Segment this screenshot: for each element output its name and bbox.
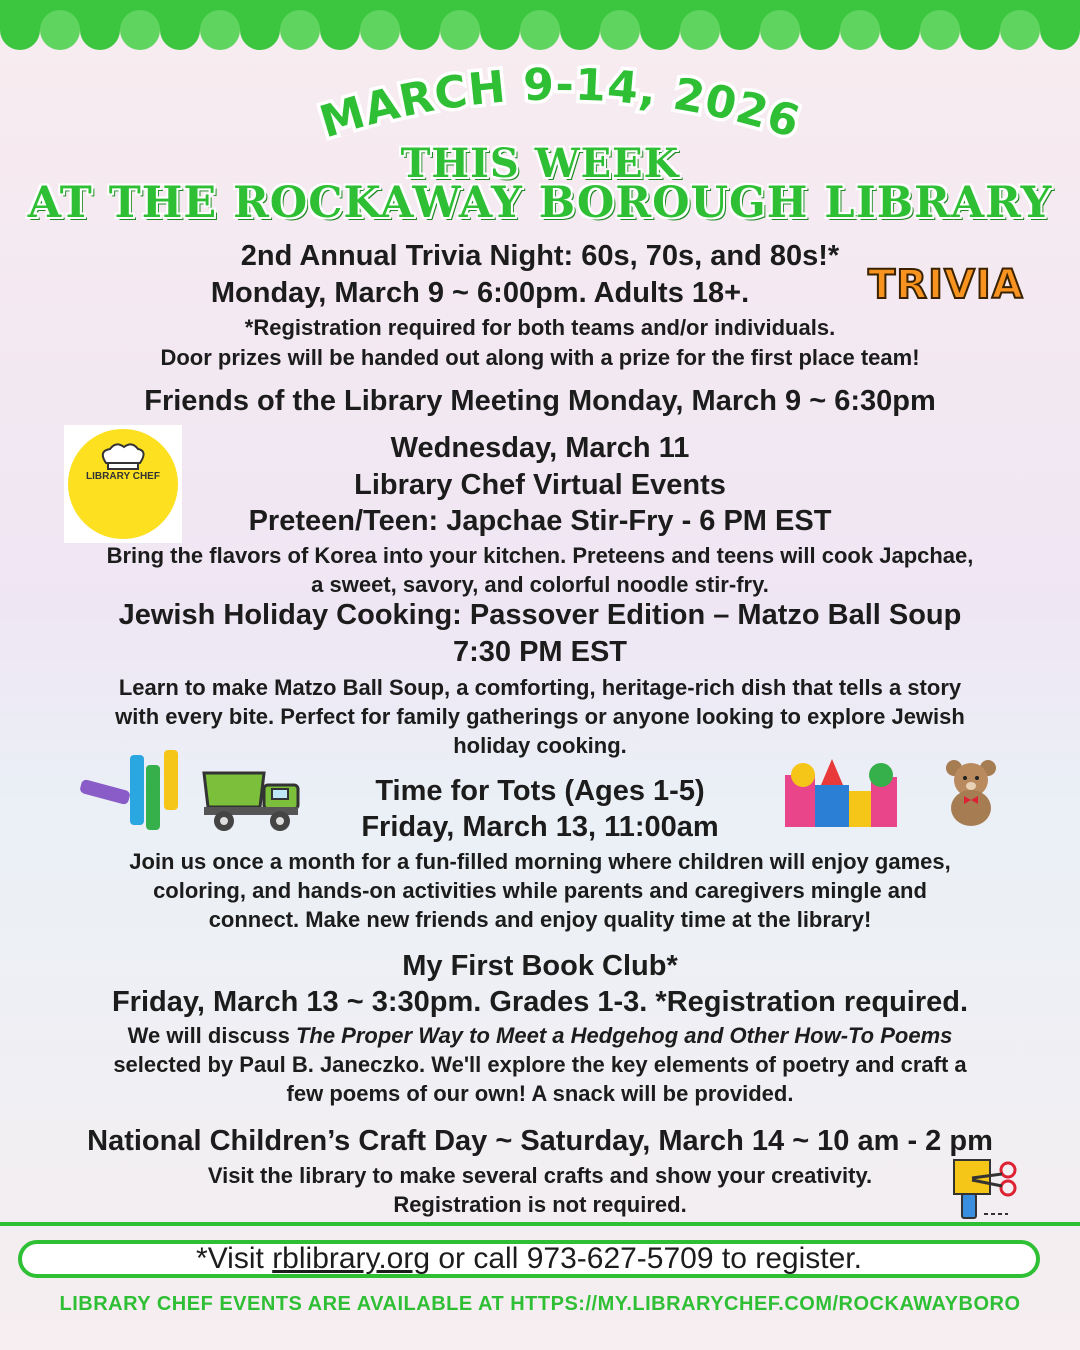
scallop: [480, 10, 520, 50]
scallop: [520, 10, 560, 50]
tots-desc1: Join us once a month for a fun-filled morning where children will enjoy games,: [129, 849, 951, 874]
trivia-registration-note: *Registration required for both teams and/or individuals.: [244, 315, 836, 340]
tots-time: Friday, March 13, 11:00am: [361, 811, 719, 843]
contact-banner: *Visit rblibrary.org or call 973-627-5709 to register.: [18, 1240, 1040, 1278]
chef-event2-desc2: with every bite. Perfect for family gatherings or anyone looking to explore Jewish: [115, 704, 965, 729]
scallop: [240, 10, 280, 50]
scallop: [80, 10, 120, 50]
scallop: [840, 10, 880, 50]
trivia-title: 2nd Annual Trivia Night: 60s, 70s, and 80s!*: [240, 240, 840, 272]
awning-border: [0, 0, 1080, 56]
book-title: The Proper Way to Meet a Hedgehog and Other How-To Poems: [295, 1023, 953, 1048]
scallop: [960, 10, 1000, 50]
title-line2: AT THE ROCKAWAY BOROUGH LIBRARY: [27, 178, 1053, 228]
tots-desc3: connect. Make new friends and enjoy quality time at the library!: [208, 907, 872, 932]
tots-desc2: coloring, and hands-on activities while parents and caregivers mingle and: [153, 878, 927, 903]
scallop: [1040, 10, 1080, 50]
scallop: [400, 10, 440, 50]
scallop: [160, 10, 200, 50]
bookclub-time: Friday, March 13 ~ 3:30pm. Grades 1-3. *Registration required.: [111, 986, 969, 1018]
craft-desc1: Visit the library to make several crafts and show your creativity.: [207, 1163, 873, 1188]
scallop: [440, 10, 480, 50]
chef-event2-time: 7:30 PM EST: [452, 636, 628, 668]
scallop: [720, 10, 760, 50]
craft-desc2: Registration is not required.: [393, 1192, 687, 1217]
chef-event2-desc3: holiday cooking.: [453, 733, 627, 758]
chef-event2-title: Jewish Holiday Cooking: Passover Edition – Matzo Ball Soup: [118, 599, 962, 631]
logo-text: LIBRARY CHEF: [86, 471, 160, 482]
bookclub-title: My First Book Club*: [402, 950, 678, 982]
bookclub-desc3: few poems of our own! A snack will be provided.: [286, 1081, 794, 1106]
scallop: [920, 10, 960, 50]
scallop: [40, 10, 80, 50]
scallop: [600, 10, 640, 50]
bookclub-desc1: We will discuss The Proper Way to Meet a Hedgehog and Other How-To Poems: [127, 1023, 953, 1048]
friends-meeting: Friends of the Library Meeting Monday, March 9 ~ 6:30pm: [144, 385, 936, 417]
craft-supplies-icon: [952, 1158, 1018, 1220]
chef-event1-desc1: Bring the flavors of Korea into your kitchen. Preteens and teens will cook Japchae,: [106, 543, 974, 568]
chef-event1-title: Preteen/Teen: Japchae Stir-Fry - 6 PM EST: [248, 505, 832, 537]
craft-title: National Children’s Craft Day ~ Saturday, March 14 ~ 10 am - 2 pm: [87, 1125, 993, 1157]
bookclub-desc2: selected by Paul B. Janeczko. We'll explore the key elements of poetry and craft a: [113, 1052, 967, 1077]
scallop: [360, 10, 400, 50]
scallop: [1000, 10, 1040, 50]
chef-event2-desc1: Learn to make Matzo Ball Soup, a comforting, heritage-rich dish that tells a story: [118, 675, 962, 700]
scallop: [280, 10, 320, 50]
scallop: [200, 10, 240, 50]
scallop: [680, 10, 720, 50]
scallop: [0, 10, 40, 50]
title-line1: THIS WEEK: [400, 140, 680, 187]
scallop: [800, 10, 840, 50]
scallop: [320, 10, 360, 50]
chef-title: Library Chef Virtual Events: [354, 469, 726, 501]
divider: [0, 1222, 1080, 1226]
scallop: [760, 10, 800, 50]
scallop: [880, 10, 920, 50]
scallop: [120, 10, 160, 50]
chef-event1-desc2: a sweet, savory, and colorful noodle stir-fry.: [311, 572, 769, 597]
website-link[interactable]: rblibrary.org: [272, 1242, 431, 1275]
footer-url[interactable]: LIBRARY CHEF EVENTS ARE AVAILABLE AT HTTPS://MY.LIBRARYCHEF.COM/ROCKAWAYBORO: [59, 1293, 1021, 1315]
scallop: [560, 10, 600, 50]
trivia-badge: TRIVIA: [868, 262, 1024, 308]
svg-text:MARCH 9-14, 2026: MARCH 9-14, 2026: [314, 62, 807, 149]
chef-day: Wednesday, March 11: [390, 432, 690, 464]
trivia-time: Monday, March 9 ~ 6:00pm. Adults 18+.: [210, 277, 750, 309]
tots-title: Time for Tots (Ages 1-5): [375, 775, 705, 807]
scallop: [640, 10, 680, 50]
trivia-prizes-note: Door prizes will be handed out along with a prize for the first place team!: [160, 345, 920, 370]
